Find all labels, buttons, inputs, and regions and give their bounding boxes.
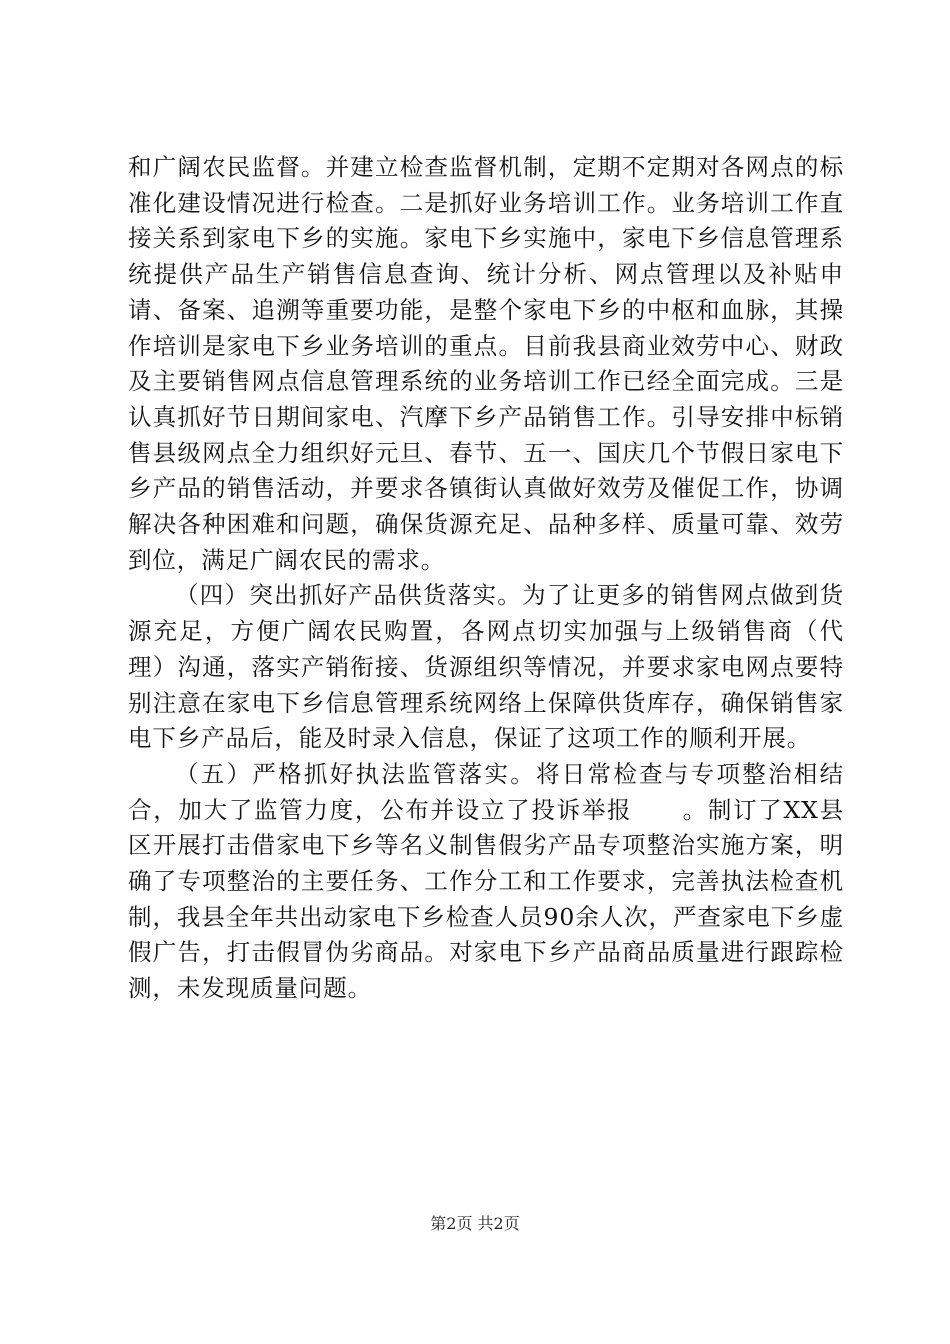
page-footer [0, 1212, 950, 1236]
page-number: 第2页 共2页 [430, 1214, 520, 1233]
paragraph-continuation: 和广阔农民监督。并建立检查监督机制，定期不定期对各网点的标准化建设情况进行检查。二是抓好业务培训工作。业务培训工作直接关系到家电下乡的实施。家电下乡实施中，家电下乡信息管理系统提供产品生产销售信息查询、统计分析、网点管理以及补贴申请、备案、追溯等重要功能，是整个家电下乡的中枢和血脉，其操作培训是家电下乡业务培训的重点。目前我县商业效劳中心、财政及主要销售网点信息管理系统的业务培训工作已经全面完成。三是认真抓好节日期间家电、汽摩下乡产品销售工作。引导安排中标销售县级网点全力组织好元旦、春节、五一、国庆几个节假日家电下乡产品的销售活动，并要求各镇街认真做好效劳及催促工作，协调解决各种困难和问题，确保货源充足、品种多样、质量可靠、效劳到位，满足广阔农民的需求。 [128, 153, 844, 574]
paragraph-section-four: （四）突出抓好产品供货落实。为了让更多的销售网点做到货源充足，方便广阔农民购置，各网点切实加强与上级销售商（代理）沟通，落实产销衔接、货源组织等情况，并要求家电网点要特别注意在家电下乡信息管理系统网络上保障供货库存，确保销售家电下乡产品后，能及时录入信息，保证了这项工作的顺利开展。 [128, 581, 844, 753]
document-body [128, 150, 844, 1007]
paragraph-section-five: （五）严格抓好执法监管落实。将日常检查与专项整治相结合，加大了监管力度，公布并设立了投诉举报 。制订了XX县区开展打击借家电下乡等名义制售假劣产品专项整治实施方案，明确了专项整治的主要任务、工作分工和工作要求，完善执法检查机制，我县全年共出动家电下乡检查人员90余人次，严查家电下乡虚假广告，打击假冒伪劣商品。对家电下乡产品商品质量进行跟踪检测，未发现质量问题。 [128, 759, 844, 1003]
